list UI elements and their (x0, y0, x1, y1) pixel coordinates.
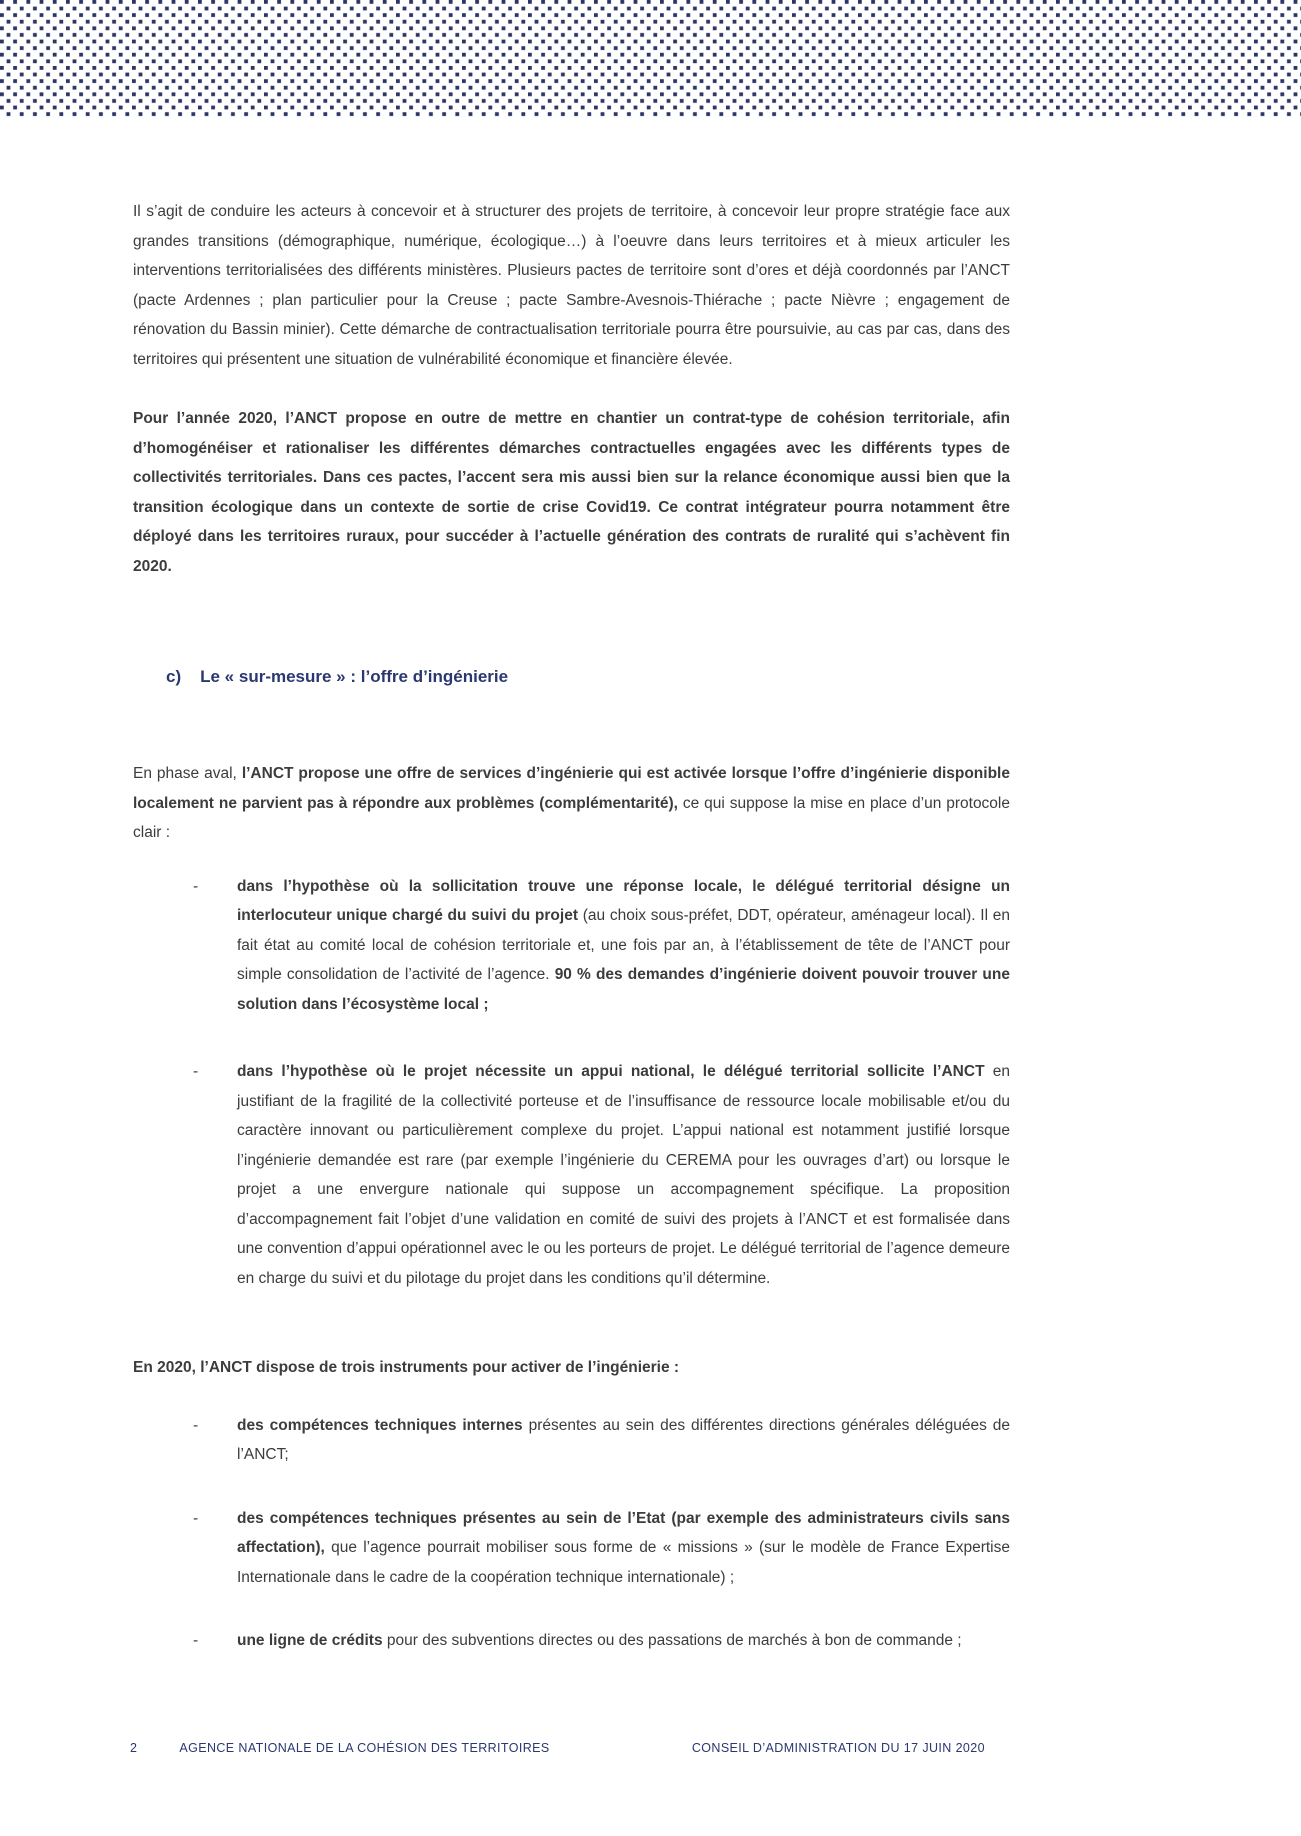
text-segment: présentes au sein des différentes directions générales déléguées de l’ANCT; (237, 1416, 1010, 1463)
list-item-text (237, 1411, 1010, 1470)
text-segment: que l’agence pourrait mobiliser sous forme de « missions » (sur le modèle de France Expertise Internationale dans le cadre de la coopération technique internationale) ; (237, 1539, 1010, 1586)
list-item (133, 1504, 1010, 1593)
list-item (133, 872, 1010, 1020)
section-heading-text: Le « sur-mesure » : l’offre d’ingénierie (200, 667, 509, 686)
list-item-text (237, 872, 1010, 1020)
text-segment-bold: des compétences techniques présentes au sein de l’Etat (par exemple des administrateurs civils sans affectation), (237, 1509, 1010, 1556)
section-heading (166, 665, 1010, 689)
list-item-text (237, 1626, 1010, 1656)
list-item (133, 1626, 1010, 1656)
paragraph-trois-instruments: En 2020, l’ANCT dispose de trois instruments pour activer de l’ingénierie : (133, 1359, 680, 1376)
text-segment: (au choix sous-préfet, DDT, opérateur, aménageur local). Il en fait état au comité local de cohésion territoriale et, une fois par an, à l’établissement de tête de l’ANCT pour simple consolidation de l’activité de l’agence. (237, 907, 1011, 983)
text-segment-bold: dans l’hypothèse où la sollicitation trouve une réponse locale, le délégué territorial désigne un interlocuteur unique chargé du suivi du projet (237, 877, 1010, 924)
dot-pattern-graphic (0, 0, 1301, 118)
bullet-dash-marker: - (193, 1509, 199, 1527)
bullet-list-instruments (133, 1411, 1010, 1656)
list-item (133, 1411, 1010, 1470)
bullet-dash-marker: - (193, 1063, 199, 1080)
header-dot-pattern (0, 0, 1301, 118)
bullet-dash-marker: - (193, 877, 199, 895)
text-segment: En phase aval, (133, 765, 242, 782)
text-segment-bold: dans l’hypothèse où le projet nécessite un appui national, le délégué territorial sollicite l’ANCT (237, 1063, 985, 1080)
text-segment: pour des subventions directes ou des passations de marchés à bon de commande ; (382, 1632, 962, 1649)
paragraph-projets-territoire: Il s’agit de conduire les acteurs à concevoir et à structurer des projets de territoire, à concevoir leur propre stratégie face aux grandes transitions (démographique, numérique, écologique…) à l’oeuvre dans leurs territoires et à mieux articuler les interventions territorialisées des différents ministères. Plusieurs pactes de territoire sont d’ores et déjà coordonnés par l’ANCT (pacte Ardennes ; plan particulier pour la Creuse ; pacte Sambre-Avesnois-Thiérache ; pacte Nièvre ; engagement de rénovation du Bassin minier). Cette démarche de contractualisation territoriale pourra être poursuivie, au cas par cas, dans des territoires qui présentent une situation de vulnérabilité économique et financière élevée. (133, 203, 1010, 368)
footer-agency-name: AGENCE NATIONALE DE LA COHÉSION DES TERRITOIRES (179, 1741, 550, 1755)
bullet-dash-marker: - (193, 1416, 199, 1434)
footer-council-date: CONSEIL D’ADMINISTRATION DU 17 JUIN 2020 (691, 1741, 985, 1755)
bullet-dash-marker: - (193, 1632, 199, 1649)
text-segment-bold: une ligne de crédits (237, 1632, 383, 1649)
footer-left-group (130, 1741, 550, 1755)
page-number: 2 (130, 1741, 138, 1755)
list-item (133, 1057, 1010, 1293)
text-segment-bold: l’ANCT propose une offre de services d’ingénierie qui est activée lorsque l’offre d’ingénierie disponible localement ne parvient pas à répondre aux problèmes (complémentarité), (133, 765, 1010, 812)
paragraph-contrat-type: Pour l’année 2020, l’ANCT propose en outre de mettre en chantier un contrat-type de cohésion territoriale, afin d’homogénéiser et rationaliser les différentes démarches contractuelles engagées avec les différents types de collectivités territoriales. Dans ces pactes, l’accent sera mis aussi bien sur la relance économique aussi bien que la transition écologique dans un contexte de sortie de crise Covid19. Ce contrat intégrateur pourra notamment être déployé dans les territoires ruraux, pour succéder à l’actuelle génération des contrats de ruralité qui s’achèvent fin 2020. (133, 410, 1010, 575)
page-footer (130, 1741, 985, 1755)
text-segment: ce qui suppose la mise en place d’un protocole clair : (133, 794, 1010, 841)
paragraph-offre-services (133, 759, 1010, 848)
text-segment: en justifiant de la fragilité de la collectivité porteuse et de l’insuffisance de ressource locale mobilisable et/ou du caractère innovant ou particulièrement complexe du projet. L’appui national est notamment justifié lorsque l’ingénierie demandée est rare (par exemple l’ingénierie du CEREMA pour les ouvrages d’art) ou lorsque le projet a une envergure nationale qui suppose un accompagnement spécifique. La proposition d’accompagnement fait l’objet d’une validation en comité de suivi des projets à l’ANCT et est formalisée dans une convention d’appui opérationnel avec le ou les porteurs de projet. Le délégué territorial de l’agence demeure en charge du suivi et du pilotage du projet dans les conditions qu’il détermine. (237, 1063, 1010, 1287)
text-segment-bold: 90 % des demandes d’ingénierie doivent pouvoir trouver une solution dans l’écosystème local ; (237, 966, 1010, 1013)
section-heading-label: c) (166, 667, 182, 686)
list-item-text (237, 1504, 1010, 1593)
bullet-list-protocole (133, 872, 1010, 1294)
list-item-text (237, 1057, 1010, 1293)
document-body (133, 117, 1010, 1656)
text-segment-bold: des compétences techniques internes (237, 1416, 523, 1434)
